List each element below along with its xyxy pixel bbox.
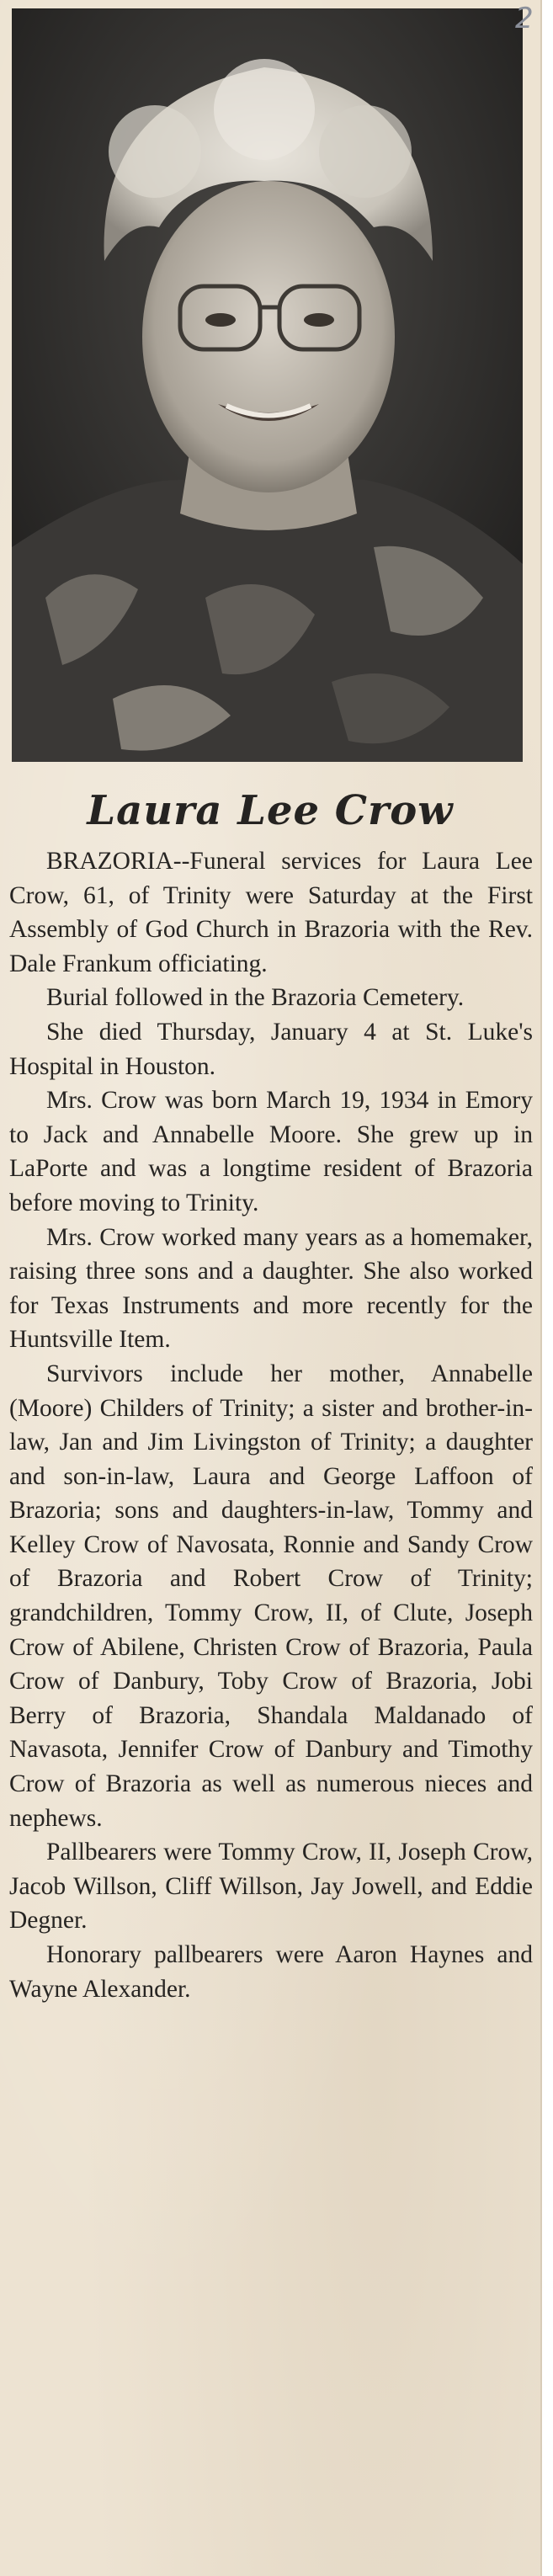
paragraph-burial: Burial followed in the Brazoria Cemetery. [46,984,465,1012]
page-number: 2 [515,2,534,35]
paragraph-birth: Mrs. Crow was born March 19, 1934 in Emory to Jack and Annabelle Moore. She grew up in LaPorte and was a longtime resident of Brazoria before moving to Trinity. [9,1087,533,1216]
paragraph-death: She died Thursday, January 4 at St. Luke's Hospital in Houston. [9,1018,533,1080]
paragraph-services: BRAZORIA--Funeral services for Laura Lee Crow, 61, of Trinity were Saturday at the First Assembly of God Church in Brazoria with the Rev. Dale Frankum officiating. [9,848,533,977]
portrait-photo [12,8,523,762]
paragraph-honorary-pallbearers: Honorary pallbearers were Aaron Haynes and Wayne Alexander. [9,1941,533,2003]
obituary-body [9,844,533,2006]
obituary-headline: Laura Lee Crow [87,787,454,834]
paragraph-work: Mrs. Crow worked many years as a homemaker, raising three sons and a daughter. She also worked for Texas Instruments and more recently for the Huntsville Item. [9,1223,533,1354]
portrait-photo-icon [12,8,523,762]
paragraph-pallbearers: Pallbearers were Tommy Crow, II, Joseph Crow, Jacob Willson, Cliff Willson, Jay Jowell, and Eddie Degner. [9,1839,533,1935]
paragraph-survivors: Survivors include her mother, Annabelle (Moore) Childers of Trinity; a sister and brother-in-law, Jan and Jim Livingston of Trinity; a daughter and son-in-law, Laura and George Laffoon of Brazoria; sons and daughters-in-law, Tommy and Kelley Crow of Navosata, Ronnie and Sandy Crow of Brazoria and Robert Crow of Trinity; grandchildren, Tommy Crow, II, of Clute, Joseph Crow of Abilene, Christen Crow of Brazoria, Paula Crow of Danbury, Toby Crow of Brazoria, Jobi Berry of Brazoria, Shandala Maldanado of Navasota, Jennifer Crow of Danbury and Timothy Crow of Brazoria as well as numerous nieces and nephews. [9,1360,533,1832]
